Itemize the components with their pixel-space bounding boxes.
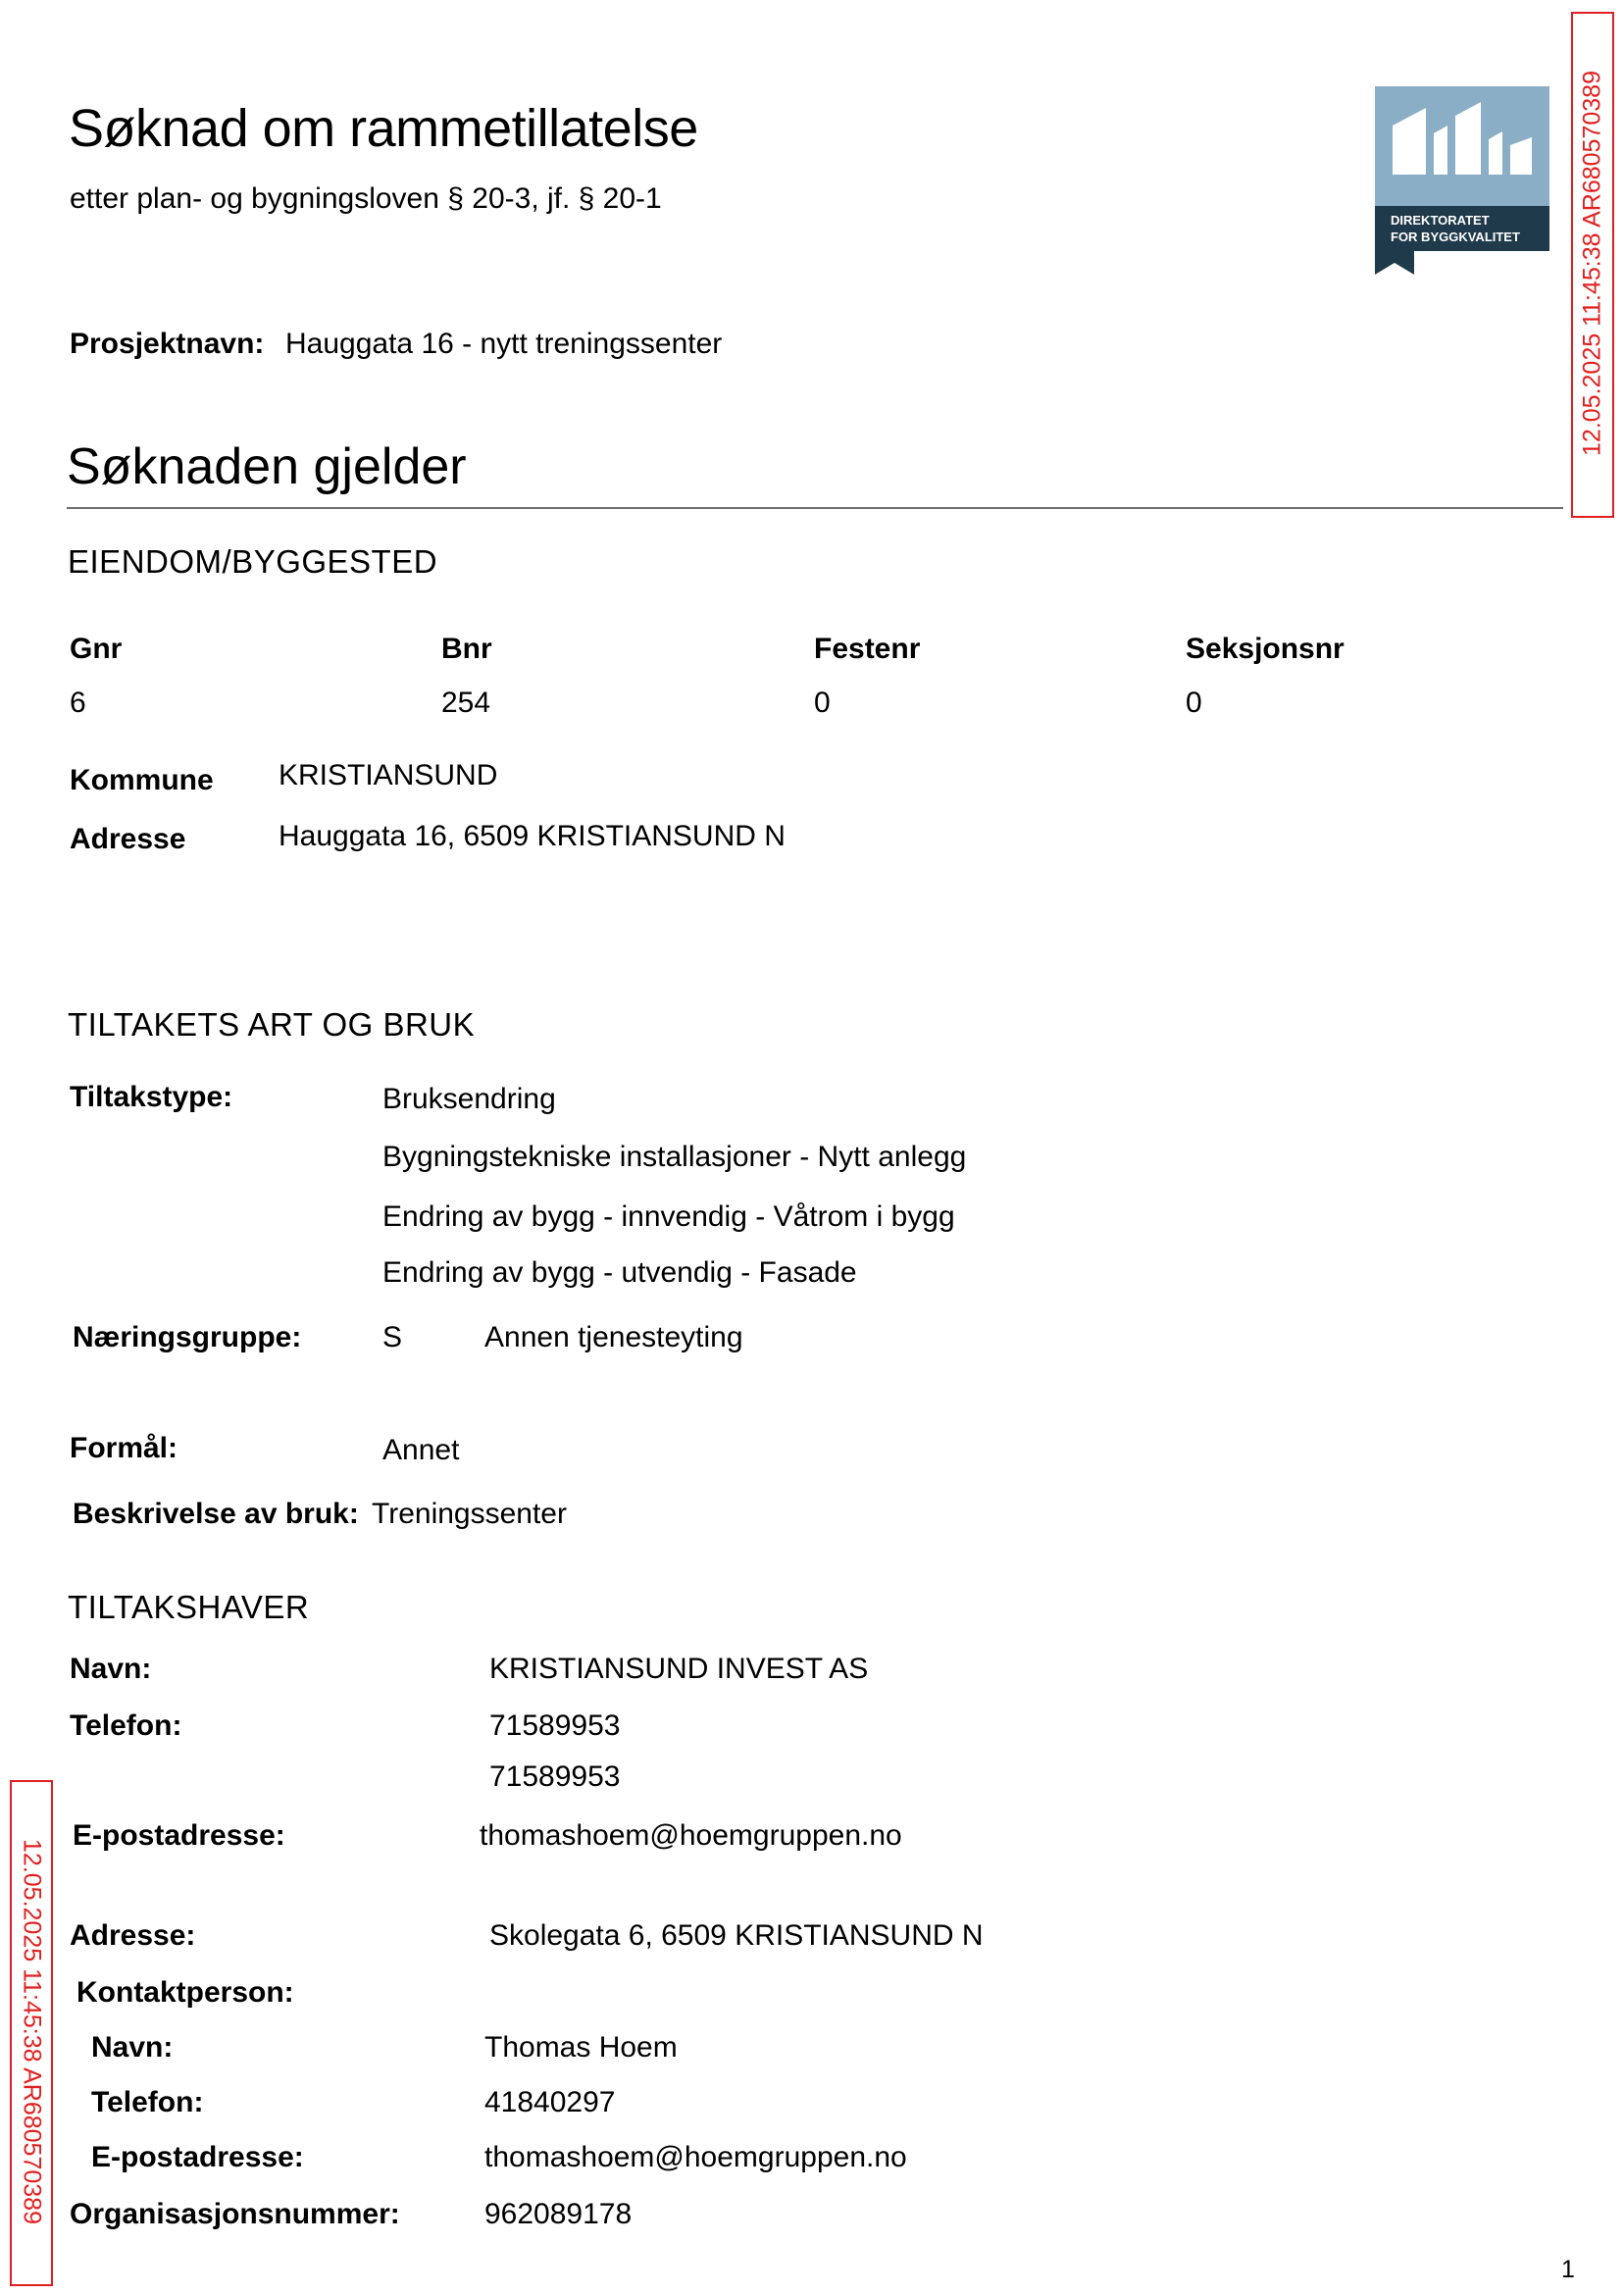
naeringsgruppe-label: Næringsgruppe: xyxy=(73,1321,302,1353)
timestamp-stamp-right xyxy=(1571,12,1614,518)
organisasjonsnummer-label: Organisasjonsnummer: xyxy=(70,2198,400,2230)
logo-text-line1: DIREKTORATET xyxy=(1391,213,1490,228)
tiltak-heading: TILTAKETS ART OG BRUK xyxy=(68,1006,476,1043)
tiltakstype-item: Bruksendring xyxy=(382,1083,556,1115)
dibk-logo-graphic xyxy=(1375,86,1549,275)
tiltakshaver-telefon-value: 71589953 xyxy=(489,1760,621,1793)
kontaktperson-epost-label: E-postadresse: xyxy=(91,2141,304,2173)
seksjonsnr-value: 0 xyxy=(1186,687,1202,719)
kontaktperson-epost-value: thomashoem@hoemgruppen.no xyxy=(484,2141,907,2173)
tiltakshaver-epost-value: thomashoem@hoemgruppen.no xyxy=(480,1819,902,1852)
bnr-value: 254 xyxy=(441,687,491,719)
kommune-label: Kommune xyxy=(70,764,214,796)
formal-label: Formål: xyxy=(70,1432,178,1464)
gnr-value: 6 xyxy=(70,687,86,719)
stamp-text-left: 12.05.2025 11:45:38 AR680570389 xyxy=(18,1839,46,2224)
tiltakshaver-navn-label: Navn: xyxy=(70,1653,152,1685)
page-number: 1 xyxy=(1561,2256,1575,2283)
dibk-logo xyxy=(1375,86,1549,275)
kommune-value: KRISTIANSUND xyxy=(279,759,498,791)
timestamp-stamp-left xyxy=(10,1780,53,2286)
logo-text-line2: FOR BYGGKVALITET xyxy=(1391,229,1520,244)
naeringsgruppe-code: S xyxy=(382,1321,403,1353)
kontaktperson-telefon-value: 41840297 xyxy=(484,2086,616,2118)
project-name-value: Hauggata 16 - nytt treningssenter xyxy=(285,328,723,360)
tiltakstype-item: Endring av bygg - utvendig - Fasade xyxy=(382,1256,857,1289)
section-title: Søknaden gjelder xyxy=(67,438,467,495)
kontaktperson-navn-value: Thomas Hoem xyxy=(484,2031,678,2064)
adresse-label: Adresse xyxy=(70,823,186,855)
formal-value: Annet xyxy=(382,1434,460,1466)
section-divider xyxy=(67,507,1563,509)
beskrivelse-av-bruk-label: Beskrivelse av bruk: xyxy=(73,1498,359,1530)
naeringsgruppe-value: Annen tjenesteyting xyxy=(484,1321,743,1353)
tiltakshaver-heading: TILTAKSHAVER xyxy=(68,1589,310,1625)
tiltakshaver-telefon-value: 71589953 xyxy=(489,1709,621,1742)
organisasjonsnummer-value: 962089178 xyxy=(484,2198,633,2230)
project-name-label: Prosjektnavn: xyxy=(70,328,265,360)
tiltakshaver-epost-label: E-postadresse: xyxy=(73,1819,285,1852)
kontaktperson-label: Kontaktperson: xyxy=(76,1976,294,2009)
seksjonsnr-label: Seksjonsnr xyxy=(1186,633,1345,665)
tiltakshaver-adresse-value: Skolegata 6, 6509 KRISTIANSUND N xyxy=(489,1919,984,1952)
tiltakshaver-adresse-label: Adresse: xyxy=(70,1919,196,1952)
tiltakstype-item: Endring av bygg - innvendig - Våtrom i bygg xyxy=(382,1200,955,1233)
kontaktperson-navn-label: Navn: xyxy=(91,2031,174,2064)
stamp-text-right: 12.05.2025 11:45:38 AR680570389 xyxy=(1578,71,1606,456)
adresse-value: Hauggata 16, 6509 KRISTIANSUND N xyxy=(279,820,786,852)
beskrivelse-av-bruk-value: Treningssenter xyxy=(372,1498,567,1530)
property-heading: EIENDOM/BYGGESTED xyxy=(68,543,438,580)
document-title: Søknad om rammetillatelse xyxy=(69,99,698,158)
festenr-label: Festenr xyxy=(814,633,921,665)
document-subtitle: etter plan- og bygningsloven § 20-3, jf. § 20-1 xyxy=(70,182,662,215)
gnr-label: Gnr xyxy=(70,633,123,665)
bnr-label: Bnr xyxy=(441,633,492,665)
tiltakshaver-navn-value: KRISTIANSUND INVEST AS xyxy=(489,1653,869,1685)
tiltakstype-label: Tiltakstype: xyxy=(70,1081,233,1113)
tiltakstype-item: Bygningstekniske installasjoner - Nytt anlegg xyxy=(382,1141,967,1173)
tiltakshaver-telefon-label: Telefon: xyxy=(70,1709,182,1742)
kontaktperson-telefon-label: Telefon: xyxy=(91,2086,204,2118)
festenr-value: 0 xyxy=(814,687,831,719)
